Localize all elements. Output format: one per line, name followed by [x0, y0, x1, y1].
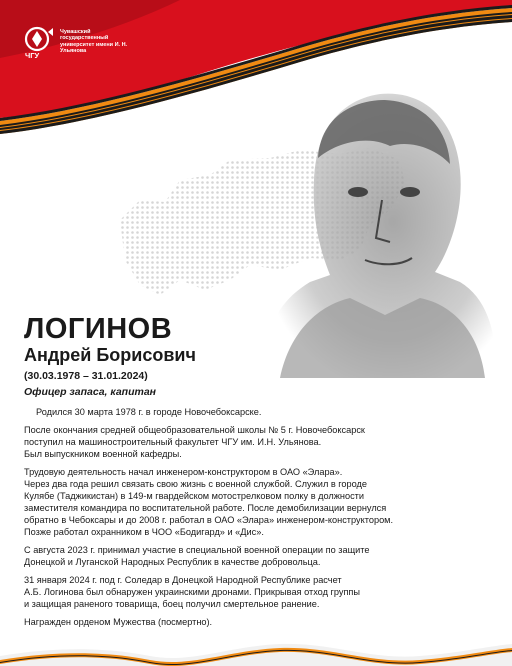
bio-paragraph: Награжден орденом Мужества (посмертно). [24, 617, 213, 627]
bio-paragraph: С августа 2023 г. принимал участие в специальной военной операции по защите Донецкой и Луганской Народных Республик в качестве добровольца. [24, 545, 370, 567]
footer-ribbon [0, 616, 512, 666]
university-emblem-icon [24, 26, 54, 60]
biography [24, 406, 494, 634]
person-surname: ЛОГИНОВ [24, 313, 173, 345]
logo-abbr: ЧГУ [25, 51, 40, 60]
university-logo [24, 26, 132, 60]
person-given-names: Андрей Борисович [24, 345, 196, 365]
university-name: Чувашский государственный университет имени И. Н. Ульянова [60, 29, 128, 55]
bio-paragraph: 31 января 2024 г. под г. Соледар в Донецкой Народной Республике расчет А.Б. Логинова был обнаружен украинскими дронами. Прикрывая отход группы и защищая раненого товарища, боец получил смертельное ранение. [24, 575, 361, 609]
military-rank: Офицер запаса, капитан [24, 386, 157, 398]
portrait-sketch [240, 60, 500, 378]
bio-paragraph: Родился 30 марта 1978 г. в городе Новочебоксарске. [36, 407, 262, 417]
bio-paragraph: Трудовую деятельность начал инженером-конструктором в ОАО «Элара». Через два года решил связать свою жизнь с военной службой. Служил в городе Кулябе (Таджикистан) в 149-м гвардейском мотострелковом полку в должности заместителя командира по воспитательной работе. После демобилизации вернулся обратно в Чебоксары и до 2008 г. работал в ОАО «Элара» инженером-конструктором. Позже работал охранником в ЧОО «Бодигард» и «Дис». [24, 467, 394, 537]
life-dates: (30.03.1978 – 31.01.2024) [24, 370, 148, 382]
bio-paragraph: После окончания средней общеобразовательной школы № 5 г. Новочебоксарск поступил на машиностроительный факультет ЧГУ им. И.Н. Ульянова. Был выпускником военной кафедры. [24, 425, 365, 459]
